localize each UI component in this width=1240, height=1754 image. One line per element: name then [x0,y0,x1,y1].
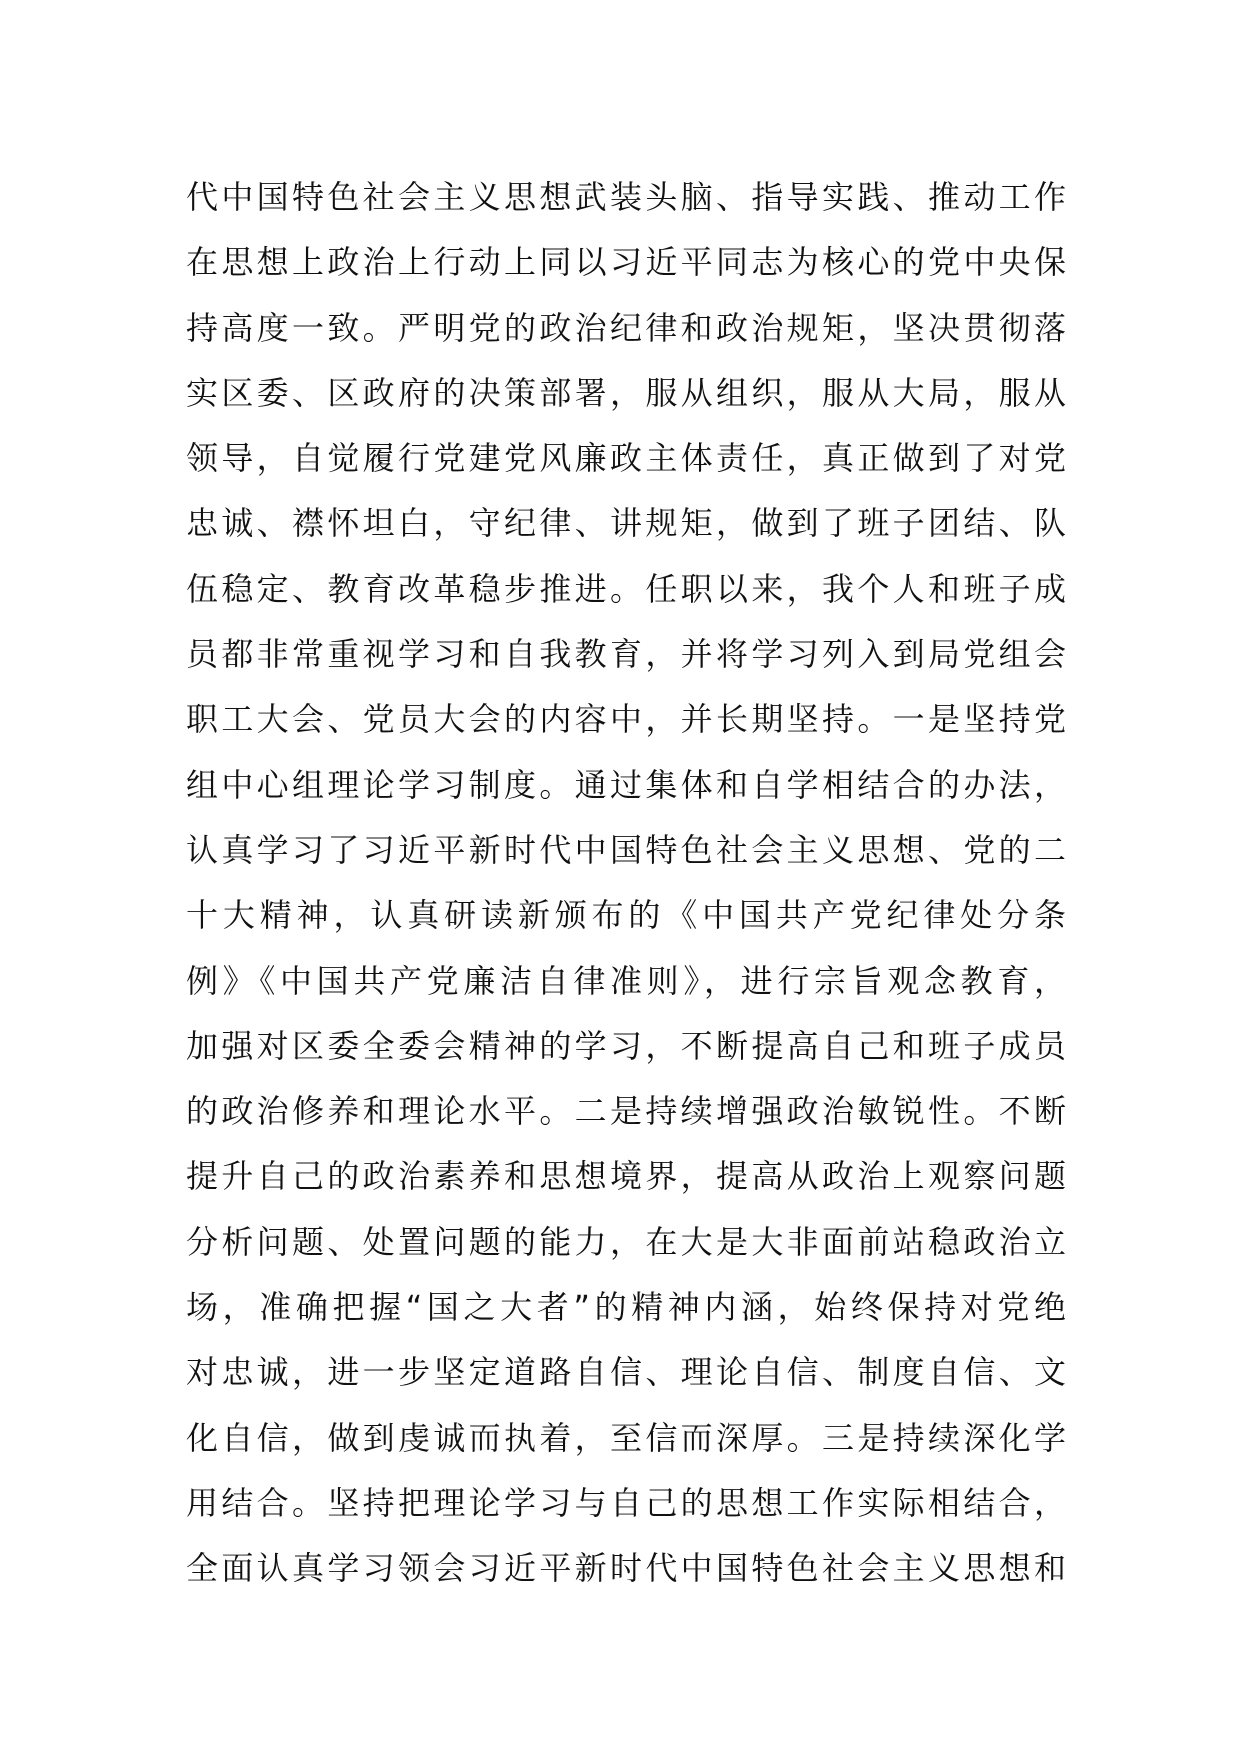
text-line: 在思想上政治上行动上同以习近平同志为核心的党中央保 [186,243,1066,282]
text-line: 提升自己的政治素养和思想境界，提高从政治上观察问题 [186,1157,1066,1196]
body-text [186,165,1066,1602]
text-line: 领导，自觉履行党建党风廉政主体责任，真正做到了对党 [186,439,1066,478]
text-line: 持高度一致。严明党的政治纪律和政治规矩，坚决贯彻落 [186,308,1066,347]
text-line: 加强对区委全委会精神的学习，不断提高自己和班子成员 [186,1026,1066,1065]
text-line: 用结合。坚持把理论学习与自己的思想工作实际相结合， [186,1483,1066,1522]
text-line: 场，准确把握“国之大者”的精神内涵，始终保持对党绝 [186,1288,1066,1327]
text-line: 实区委、区政府的决策部署，服从组织，服从大局，服从 [186,373,1066,412]
text-line: 职工大会、党员大会的内容中，并长期坚持。一是坚持党 [186,700,1066,739]
text-line: 化自信，做到虔诚而执着，至信而深厚。三是持续深化学 [186,1418,1066,1457]
text-line: 全面认真学习领会习近平新时代中国特色社会主义思想和 [186,1549,1066,1588]
text-line: 认真学习了习近平新时代中国特色社会主义思想、党的二 [186,830,1066,869]
text-line: 十大精神，认真研读新颁布的《中国共产党纪律处分条 [186,896,1066,935]
text-line: 例》《中国共产党廉洁自律准则》，进行宗旨观念教育， [186,961,1066,1000]
text-line: 的政治修养和理论水平。二是持续增强政治敏锐性。不断 [186,1092,1066,1131]
text-line: 组中心组理论学习制度。通过集体和自学相结合的办法， [186,765,1066,804]
text-line: 员都非常重视学习和自我教育，并将学习列入到局党组会 [186,635,1066,674]
text-line: 忠诚、襟怀坦白，守纪律、讲规矩，做到了班子团结、队 [186,504,1066,543]
text-line: 分析问题、处置问题的能力，在大是大非面前站稳政治立 [186,1222,1066,1261]
text-line: 对忠诚，进一步坚定道路自信、理论自信、制度自信、文 [186,1353,1066,1392]
text-line: 伍稳定、教育改革稳步推进。任职以来，我个人和班子成 [186,569,1066,608]
text-line: 代中国特色社会主义思想武装头脑、指导实践、推动工作 [186,178,1066,216]
